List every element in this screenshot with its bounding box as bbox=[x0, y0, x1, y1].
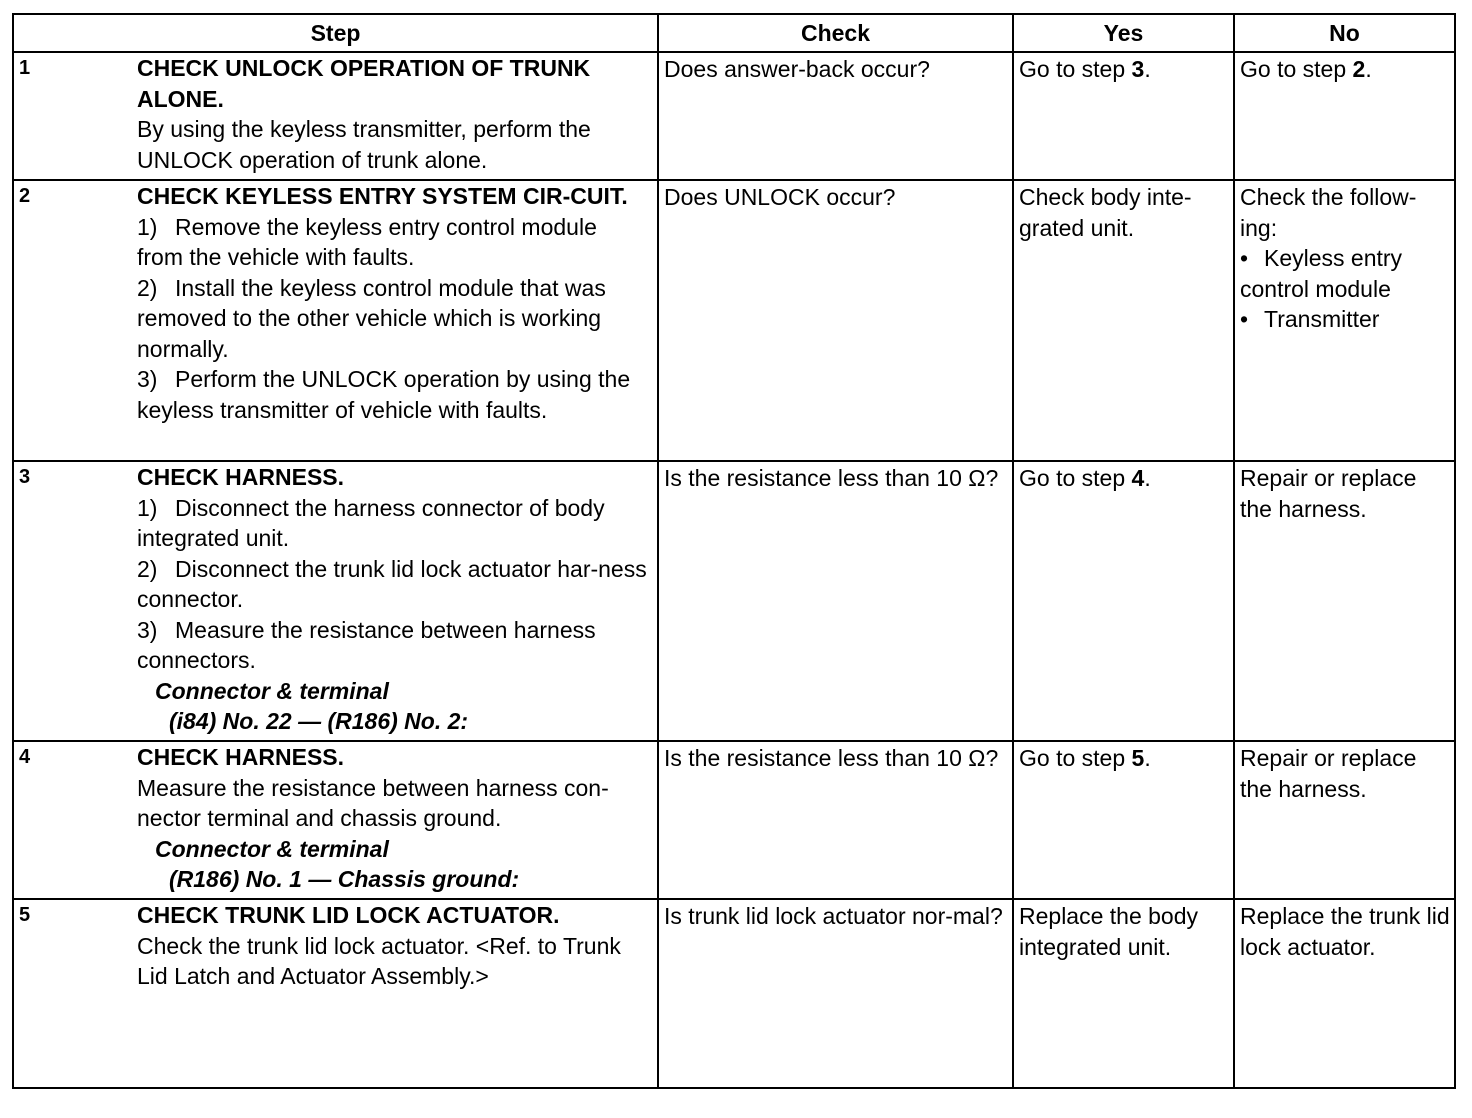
yes-step-link: 4 bbox=[1131, 465, 1145, 491]
sub-step bbox=[137, 615, 647, 676]
step-number: 3 bbox=[19, 466, 31, 488]
no-cell: Repair or replace the harness. bbox=[1234, 461, 1455, 741]
connector-value: (i84) No. 22 — (R186) No. 2: bbox=[169, 708, 469, 734]
bullet-icon: • bbox=[1240, 245, 1249, 271]
bullet-item bbox=[1240, 243, 1450, 304]
step-description: Check the trunk lid lock actuator. <Ref. to Trunk Lid Latch and Actuator Assembly.> bbox=[137, 932, 621, 989]
step-title: CHECK HARNESS. bbox=[137, 464, 345, 490]
diagnostic-table bbox=[12, 13, 1456, 1089]
header-no: No bbox=[1234, 14, 1455, 52]
step-description: By using the keyless transmitter, perform the UNLOCK operation of trunk alone. bbox=[137, 116, 591, 173]
connector-value: (R186) No. 1 — Chassis ground: bbox=[169, 866, 520, 892]
table-row bbox=[13, 461, 1455, 741]
yes-text: Go to step bbox=[1019, 465, 1132, 491]
step-title: CHECK HARNESS. bbox=[137, 744, 345, 770]
sub-step bbox=[137, 554, 647, 615]
step-title: CHECK UNLOCK OPERATION OF TRUNK ALONE. bbox=[137, 55, 591, 112]
check-cell: Is the resistance less than 10 Ω? bbox=[658, 741, 1013, 899]
step-number: 5 bbox=[19, 904, 31, 926]
yes-cell: Check body inte-grated unit. bbox=[1013, 180, 1234, 461]
sub-step-number: 3) bbox=[137, 616, 158, 643]
step-number: 2 bbox=[19, 185, 31, 207]
yes-text: Go to step bbox=[1019, 745, 1132, 771]
header-yes: Yes bbox=[1013, 14, 1234, 52]
sub-step-number: 2) bbox=[137, 274, 158, 301]
step-cell bbox=[13, 461, 658, 741]
step-title: CHECK KEYLESS ENTRY SYSTEM CIR-CUIT. bbox=[137, 183, 628, 209]
sub-step-text: Disconnect the trunk lid lock actuator har-ness connector. bbox=[137, 555, 647, 612]
bullet-icon: • bbox=[1240, 306, 1249, 332]
bullet-item bbox=[1240, 304, 1450, 335]
step-cell bbox=[13, 899, 658, 1088]
bullet-text: Transmitter bbox=[1264, 306, 1380, 332]
no-suffix: . bbox=[1365, 56, 1372, 82]
yes-suffix: . bbox=[1144, 465, 1151, 491]
sub-step-text: Remove the keyless entry control module from the vehicle with faults. bbox=[137, 213, 597, 270]
no-cell: Replace the trunk lid lock actuator. bbox=[1234, 899, 1455, 1088]
bullet-text: Keyless entry control module bbox=[1240, 245, 1403, 302]
table-row bbox=[13, 899, 1455, 1088]
no-cell bbox=[1234, 52, 1455, 180]
yes-suffix: . bbox=[1144, 56, 1151, 82]
step-cell bbox=[13, 52, 658, 180]
sub-step-number: 3) bbox=[137, 366, 158, 392]
check-cell: Is the resistance less than 10 Ω? bbox=[658, 461, 1013, 741]
table-row bbox=[13, 180, 1455, 461]
header-step: Step bbox=[13, 14, 658, 52]
yes-cell bbox=[1013, 741, 1234, 899]
check-cell: Does answer-back occur? bbox=[658, 52, 1013, 180]
sub-step-text: Disconnect the harness connector of body integrated unit. bbox=[137, 494, 605, 551]
sub-step-text: Perform the UNLOCK operation by using the keyless transmitter of vehicle with faults. bbox=[137, 366, 631, 423]
no-intro: Check the follow-ing: bbox=[1240, 184, 1417, 241]
step-number: 4 bbox=[19, 746, 31, 768]
yes-step-link: 5 bbox=[1131, 745, 1145, 771]
yes-cell bbox=[1013, 52, 1234, 180]
no-text: Go to step bbox=[1240, 56, 1353, 82]
yes-step-link: 3 bbox=[1131, 56, 1145, 82]
step-cell bbox=[13, 180, 658, 461]
sub-step bbox=[137, 493, 647, 554]
yes-text: Go to step bbox=[1019, 56, 1132, 82]
no-cell bbox=[1234, 180, 1455, 461]
connector-label: Connector & terminal bbox=[155, 677, 389, 704]
sub-step-number: 2) bbox=[137, 555, 158, 582]
check-cell: Is trunk lid lock actuator nor-mal? bbox=[658, 899, 1013, 1088]
sub-step bbox=[137, 212, 647, 273]
header-row bbox=[13, 14, 1455, 52]
sub-step-number: 1) bbox=[137, 213, 158, 240]
header-check: Check bbox=[658, 14, 1013, 52]
sub-step-text: Install the keyless control module that was removed to the other vehicle which is working normally. bbox=[137, 274, 606, 362]
table-row bbox=[13, 52, 1455, 180]
table-row bbox=[13, 741, 1455, 899]
step-title: CHECK TRUNK LID LOCK ACTUATOR. bbox=[137, 902, 560, 928]
no-cell: Repair or replace the harness. bbox=[1234, 741, 1455, 899]
yes-cell: Replace the body integrated unit. bbox=[1013, 899, 1234, 1088]
no-step-link: 2 bbox=[1352, 56, 1366, 82]
step-description: Measure the resistance between harness con-nector terminal and chassis ground. bbox=[137, 774, 609, 831]
sub-step-text: Measure the resistance between harness connectors. bbox=[137, 616, 596, 673]
step-number: 1 bbox=[19, 57, 31, 79]
sub-step bbox=[137, 273, 647, 365]
yes-cell bbox=[1013, 461, 1234, 741]
connector-label: Connector & terminal bbox=[155, 835, 389, 862]
sub-step-number: 1) bbox=[137, 494, 158, 521]
sub-step bbox=[137, 364, 647, 425]
check-cell: Does UNLOCK occur? bbox=[658, 180, 1013, 461]
step-cell bbox=[13, 741, 658, 899]
yes-suffix: . bbox=[1144, 745, 1151, 771]
